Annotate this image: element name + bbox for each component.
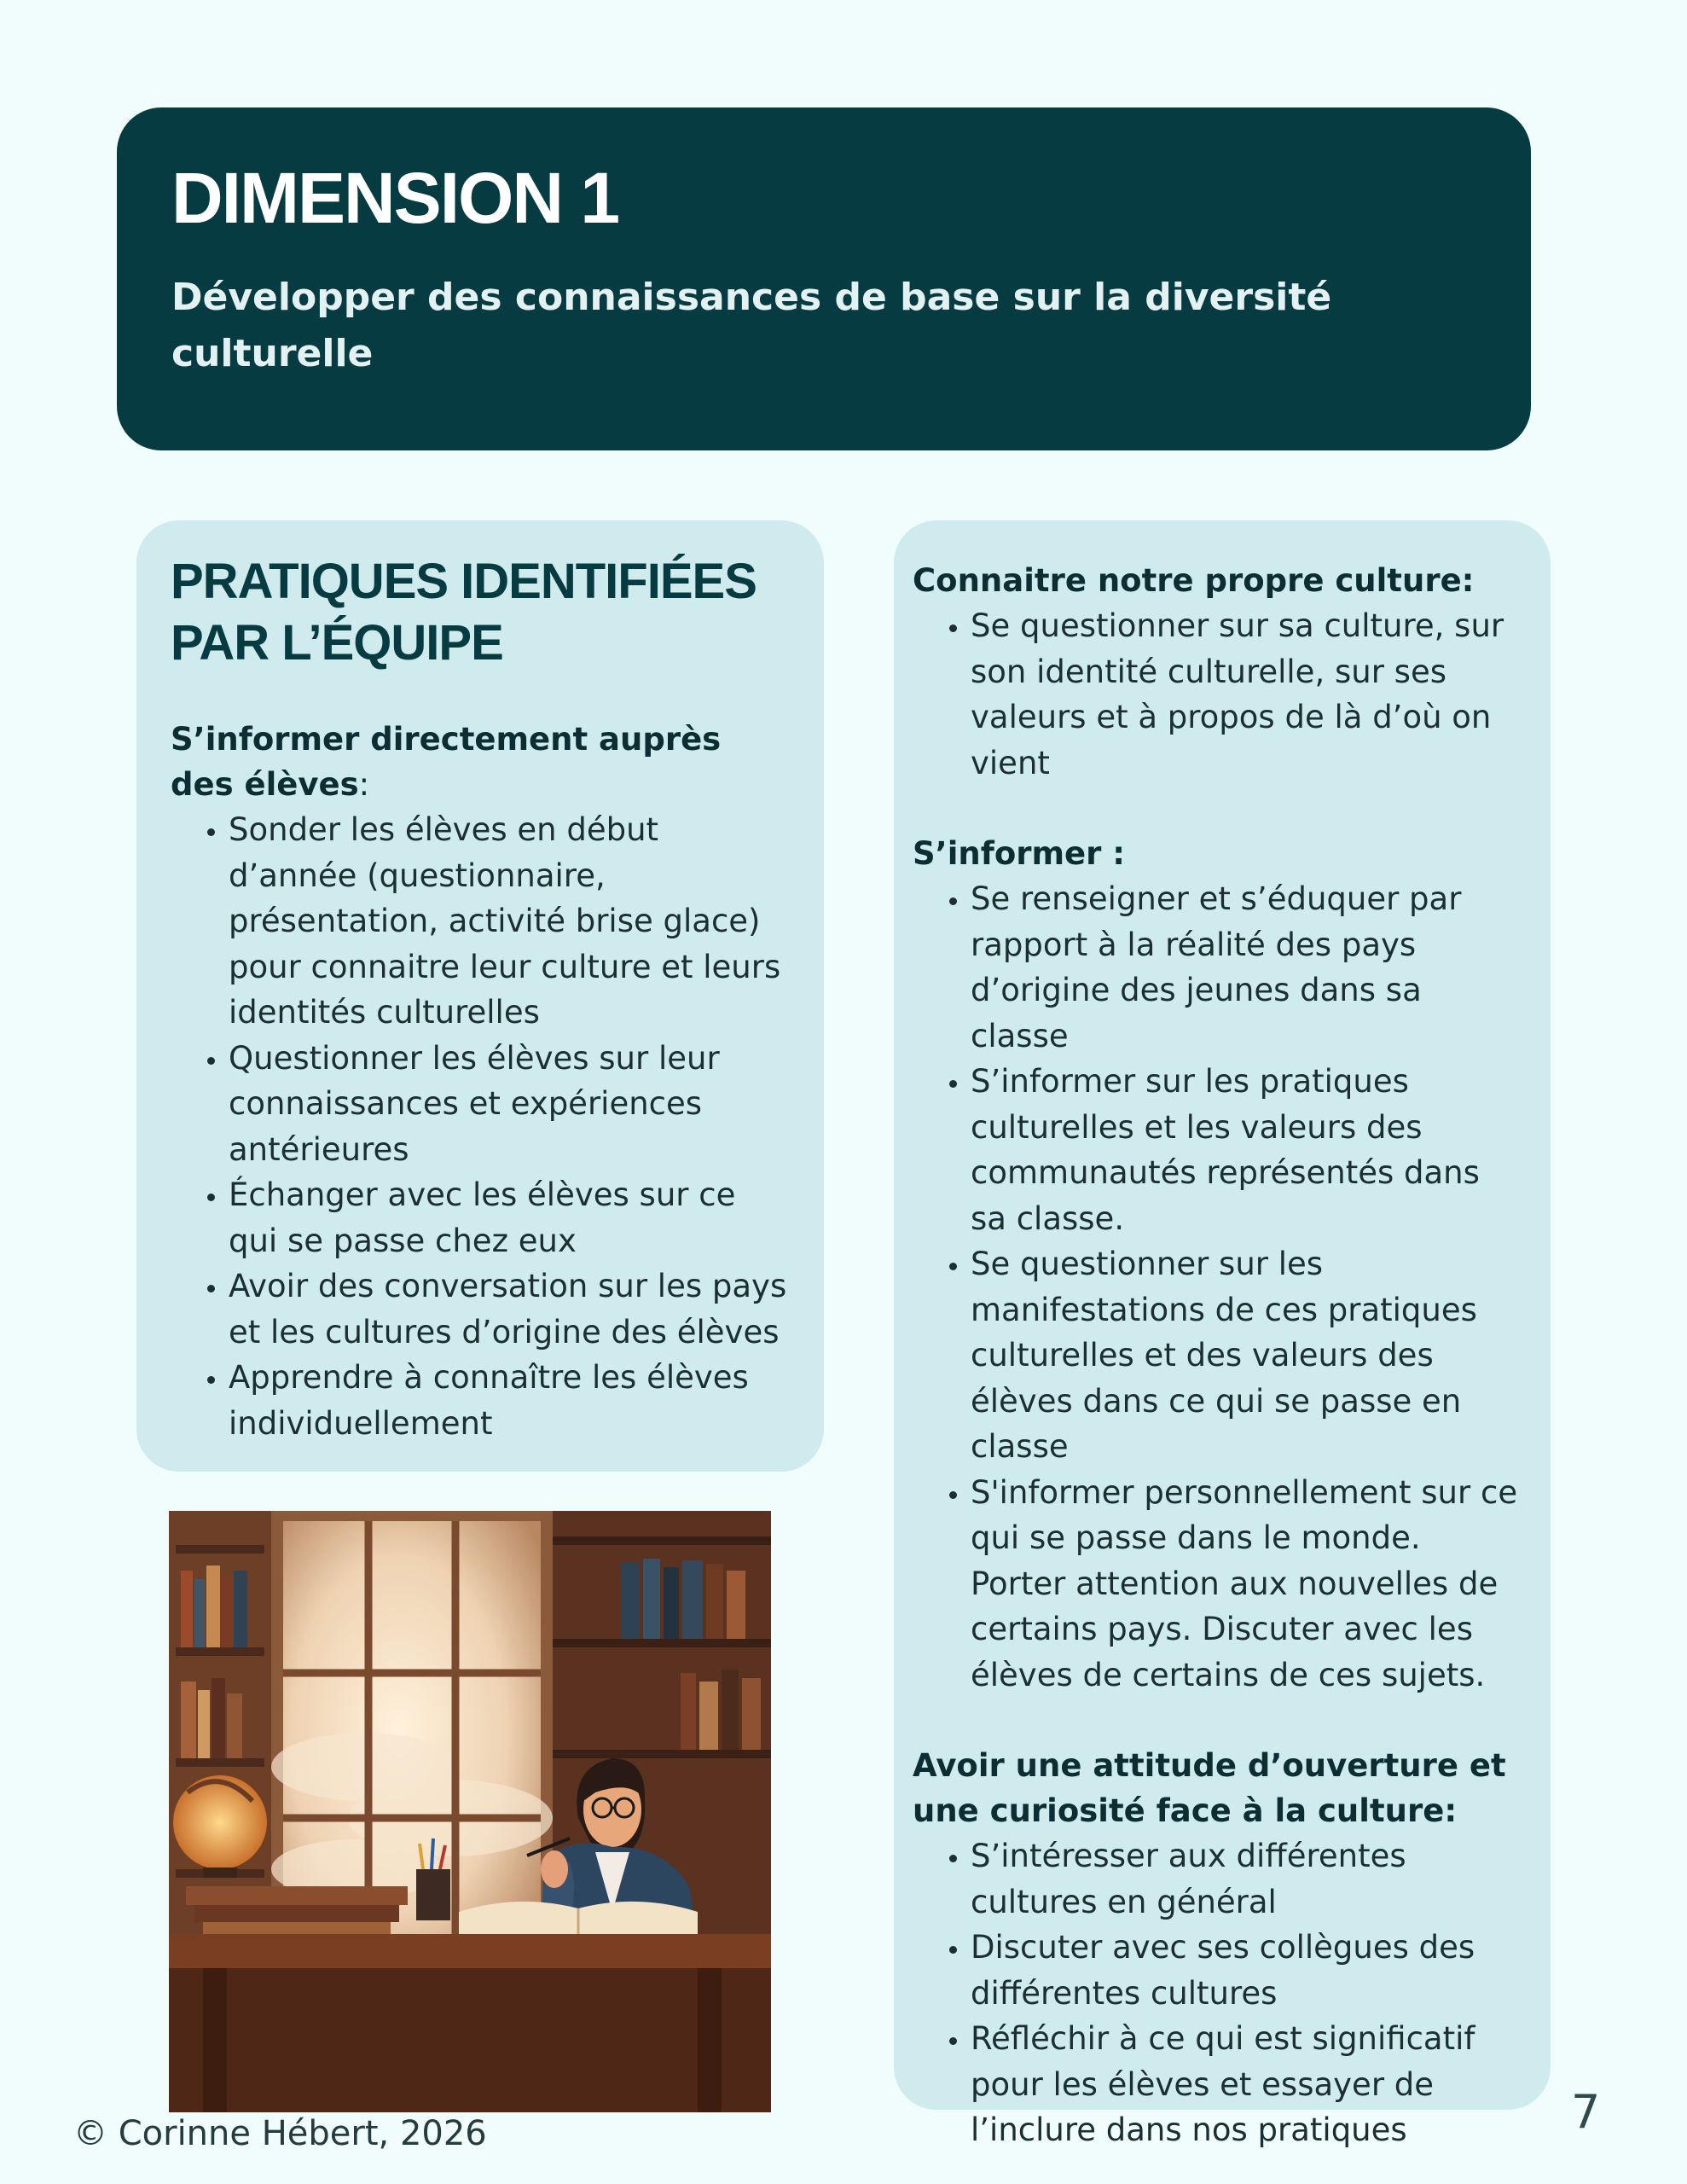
list-item: • Apprendre à connaître les élèves individuellement — [229, 1355, 790, 1446]
section-title-text: S’informer directement auprès des élèves — [171, 721, 722, 803]
teacher-illustration — [169, 1511, 771, 2112]
practice-list — [171, 807, 790, 1446]
dimension-title: DIMENSION 1 — [171, 158, 619, 238]
practice-list — [913, 876, 1525, 1698]
list-item: • Questionner les élèves sur leur connaissances et expériences antérieures — [229, 1036, 790, 1173]
identified-practices-card — [136, 520, 824, 1472]
list-item: • S'informer personnellement sur ce qui se passe dans le monde. Porter attention aux nouvelles de certains pays. Discuter avec les élèves de certains de ces sujets. — [971, 1470, 1525, 1699]
section-title: Connaitre notre propre culture: — [913, 562, 1475, 599]
dimension-header — [117, 107, 1531, 450]
copyright-notice: © Corinne Hébert, 2026 — [73, 2114, 487, 2153]
list-item: • Échanger avec les élèves sur ce qui se passe chez eux — [229, 1172, 790, 1263]
section-spacer — [913, 786, 1525, 831]
practice-list — [913, 603, 1525, 786]
list-item: • Se questionner sur les manifestations de ces pratiques culturelles et des valeurs des élèves dans ce qui se passe en classe — [971, 1241, 1525, 1470]
section-title — [171, 717, 790, 807]
list-item: • Sonder les élèves en début d’année (questionnaire, présentation, activité brise glace) pour connaitre leur culture et leurs identités culturelles — [229, 807, 790, 1036]
practice-list — [913, 1833, 1525, 2153]
list-item: • Discuter avec ses collègues des différentes cultures — [971, 1925, 1525, 2016]
list-item: • Réfléchir à ce qui est significatif pour les élèves et essayer de l’inclure dans nos pratiques — [971, 2016, 1525, 2153]
culture-practices-card — [894, 520, 1551, 2148]
list-item: • Se renseigner et s’éduquer par rapport à la réalité des pays d’origine des jeunes dans sa classe — [971, 876, 1525, 1059]
dimension-subtitle: Développer des connaissances de base sur la diversité culturelle — [171, 276, 1332, 376]
section-title: Avoir une attitude d’ouverture et une curiosité face à la culture: — [913, 1747, 1506, 1829]
section-spacer — [913, 1698, 1525, 1743]
list-item: • Se questionner sur sa culture, sur son identité culturelle, sur ses valeurs et à propos de là d’où on vient — [971, 603, 1525, 786]
section-title-suffix: : — [358, 766, 370, 803]
page-number: 7 — [1571, 2085, 1601, 2139]
card-heading: PRATIQUES IDENTIFIÉES PAR L’ÉQUIPE — [171, 554, 757, 671]
section-title: S’informer : — [913, 835, 1126, 872]
list-item: • S’informer sur les pratiques culturelles et les valeurs des communautés représentés dans sa classe. — [971, 1059, 1525, 1241]
list-item: • S’intéresser aux différentes cultures en général — [971, 1833, 1525, 1925]
list-item: • Avoir des conversation sur les pays et les cultures d’origine des élèves — [229, 1263, 790, 1355]
